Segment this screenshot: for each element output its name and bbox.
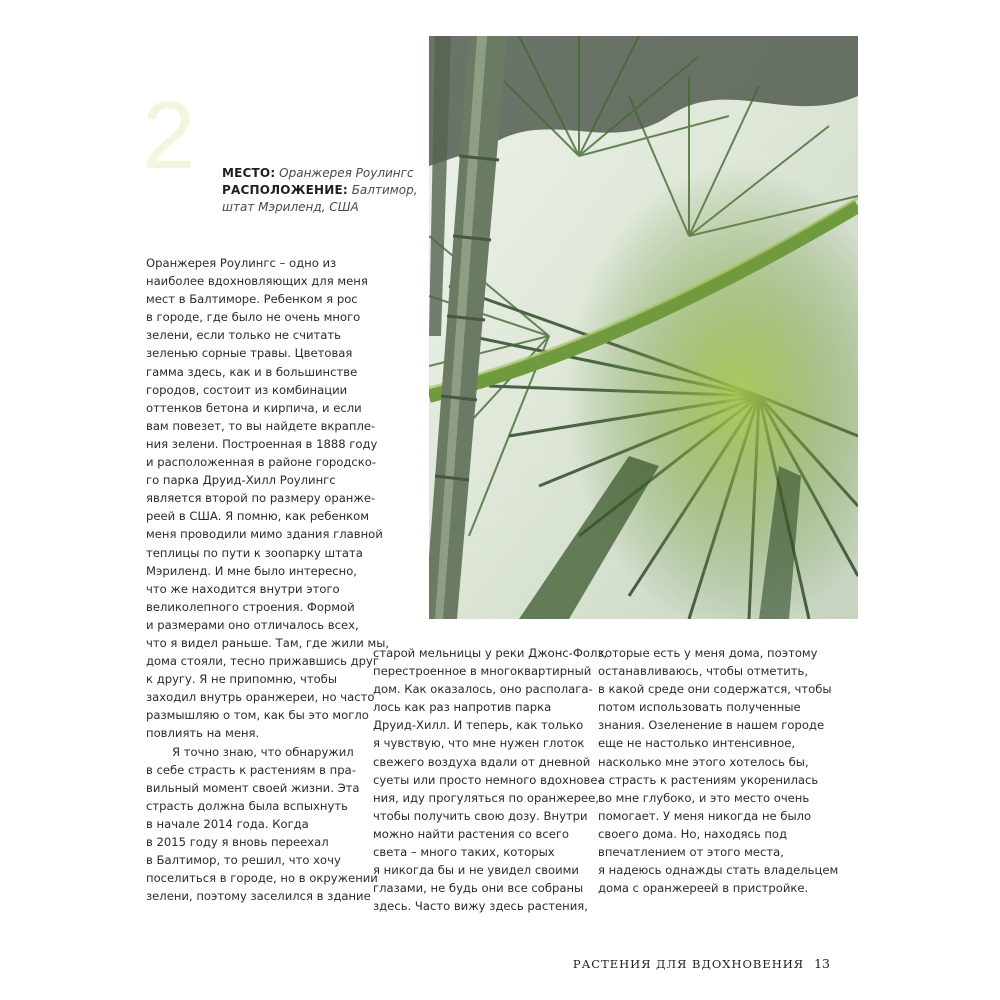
page-number: 13 (814, 956, 830, 971)
text-line: поселиться в городе, но в окружении (146, 871, 378, 886)
text-line: знания. Озеленение в нашем городе (598, 718, 825, 733)
text-line: что я видел раньше. Там, где жили мы, (146, 635, 390, 650)
text-line: ния зелени. Построенная в 1888 году (146, 436, 378, 451)
text-line: гамма здесь, как и в большинстве (146, 364, 358, 379)
location-value-line1: Балтимор, (351, 183, 418, 197)
text-line: го парка Друид-Хилл Роулингс (146, 473, 336, 488)
text-line: Мэриленд. И мне было интересно, (146, 563, 357, 578)
text-line: в 2015 году я вновь переехал (146, 835, 329, 849)
text-line: а страсть к растениям укоренилась (598, 772, 819, 787)
text-line: меня проводили мимо здания главной (146, 527, 383, 542)
text-line: зелени, поэтому заселился в здание (146, 889, 371, 904)
text-line: впечатлением от этого места, (598, 845, 784, 860)
text-line: вам повезет, то вы найдете вкрапле- (146, 418, 376, 433)
text-line: вильный момент своей жизни. Эта (146, 780, 360, 795)
text-line: перестроенное в многоквартирный (373, 664, 592, 679)
text-line: во мне глубоко, и это место очень (598, 790, 810, 805)
text-line: в себе страсть к растениям в пра- (146, 762, 356, 777)
text-line: можно найти растения со всего (373, 826, 570, 841)
text-line: в какой среде они содержатся, чтобы (598, 682, 832, 697)
running-footer (573, 956, 830, 971)
text-line: которые есть у меня дома, поэтому (598, 646, 818, 660)
text-line: помогает. У меня никогда не было (598, 808, 812, 823)
text-line: заходил внутрь оранжереи, но часто (146, 690, 375, 705)
text-line: своего дома. Но, находясь под (598, 826, 788, 841)
place-value: Оранжерея Роулингс (279, 166, 414, 180)
text-line: я никогда бы и не увидел своими (373, 863, 579, 878)
text-line: размышляю о том, как бы это могло (146, 708, 369, 723)
text-line: глазами, не будь они все собраны (373, 881, 584, 896)
text-line: я надеюсь однажды стать владельцем (598, 863, 839, 878)
text-line: что же находится внутри этого (146, 581, 340, 596)
text-column-1 (146, 254, 390, 905)
text-line: зелени, если только не считать (146, 328, 341, 343)
text-line: повлиять на меня. (146, 726, 260, 741)
section-number: 2 (142, 82, 194, 189)
text-line: городов, состоит из комбинации (146, 382, 348, 397)
text-line: и размерами оно отличалось всех, (146, 617, 359, 632)
place-label: МЕСТО: (222, 166, 276, 180)
text-line: дом. Как оказалось, оно располага- (373, 682, 593, 697)
text-line: теплицы по пути к зоопарку штата (146, 545, 363, 560)
running-title: РАСТЕНИЯ ДЛЯ ВДОХНОВЕНИЯ (572, 957, 805, 971)
text-line: реей в США. Я помню, как ребенком (146, 509, 370, 524)
palm-leaves-photo (429, 36, 858, 619)
text-line: в городе, где было не очень много (146, 310, 361, 325)
text-line: является второй по размеру оранже- (146, 491, 376, 506)
text-line: насколько мне этого хотелось бы, (598, 754, 809, 769)
text-line: зеленью сорные травы. Цветовая (146, 346, 353, 361)
location-row (222, 182, 422, 199)
text-line: дома стояли, тесно прижавшись друг (146, 654, 379, 669)
text-line: суеты или просто немного вдохнове- (373, 772, 602, 787)
location-label: РАСПОЛОЖЕНИЕ: (222, 183, 348, 197)
text-line: наиболее вдохновляющих для меня (146, 274, 368, 289)
text-line: страсть должна была вспыхнуть (146, 798, 348, 813)
text-line: здесь. Часто вижу здесь растения, (373, 899, 588, 914)
text-line: Я точно знаю, что обнаружил (172, 744, 354, 759)
location-meta (222, 165, 422, 216)
text-line: лось как раз напротив парка (373, 700, 552, 715)
text-line: потом использовать полученные (598, 700, 801, 715)
text-line: дома с оранжереей в пристройке. (598, 881, 809, 896)
place-row (222, 165, 422, 182)
text-line: Оранжерея Роулингс – одно из (146, 256, 337, 270)
text-line: еще не настолько интенсивное, (598, 736, 796, 751)
text-line: старой мельницы у реки Джонс-Фолз, (373, 646, 608, 660)
text-line: великолепного строения. Формой (146, 599, 355, 614)
text-line: мест в Балтиморе. Ребенком я рос (146, 292, 358, 307)
text-line: Друид-Хилл. И теперь, как только (373, 718, 584, 733)
location-value-line2: штат Мэриленд, США (222, 200, 359, 214)
text-line: останавливаюсь, чтобы отметить, (598, 664, 809, 679)
text-column-2 (373, 644, 608, 915)
text-line: оттенков бетона и кирпича, и если (146, 400, 362, 415)
text-column-3 (598, 644, 839, 897)
text-line: ния, иду прогуляться по оранжерее, (373, 790, 599, 805)
text-line: в Балтимор, то решил, что хочу (146, 853, 341, 868)
text-line: света – много таких, которых (373, 845, 555, 860)
text-line: чтобы получить свою дозу. Внутри (373, 808, 588, 823)
text-line: я чувствую, что мне нужен глоток (373, 736, 585, 751)
text-line: и расположенная в районе городско- (146, 455, 377, 470)
text-line: к другу. Я не припомню, чтобы (146, 672, 337, 687)
text-line: свежего воздуха вдали от дневной (373, 754, 591, 769)
text-line: в начале 2014 года. Когда (146, 816, 309, 831)
